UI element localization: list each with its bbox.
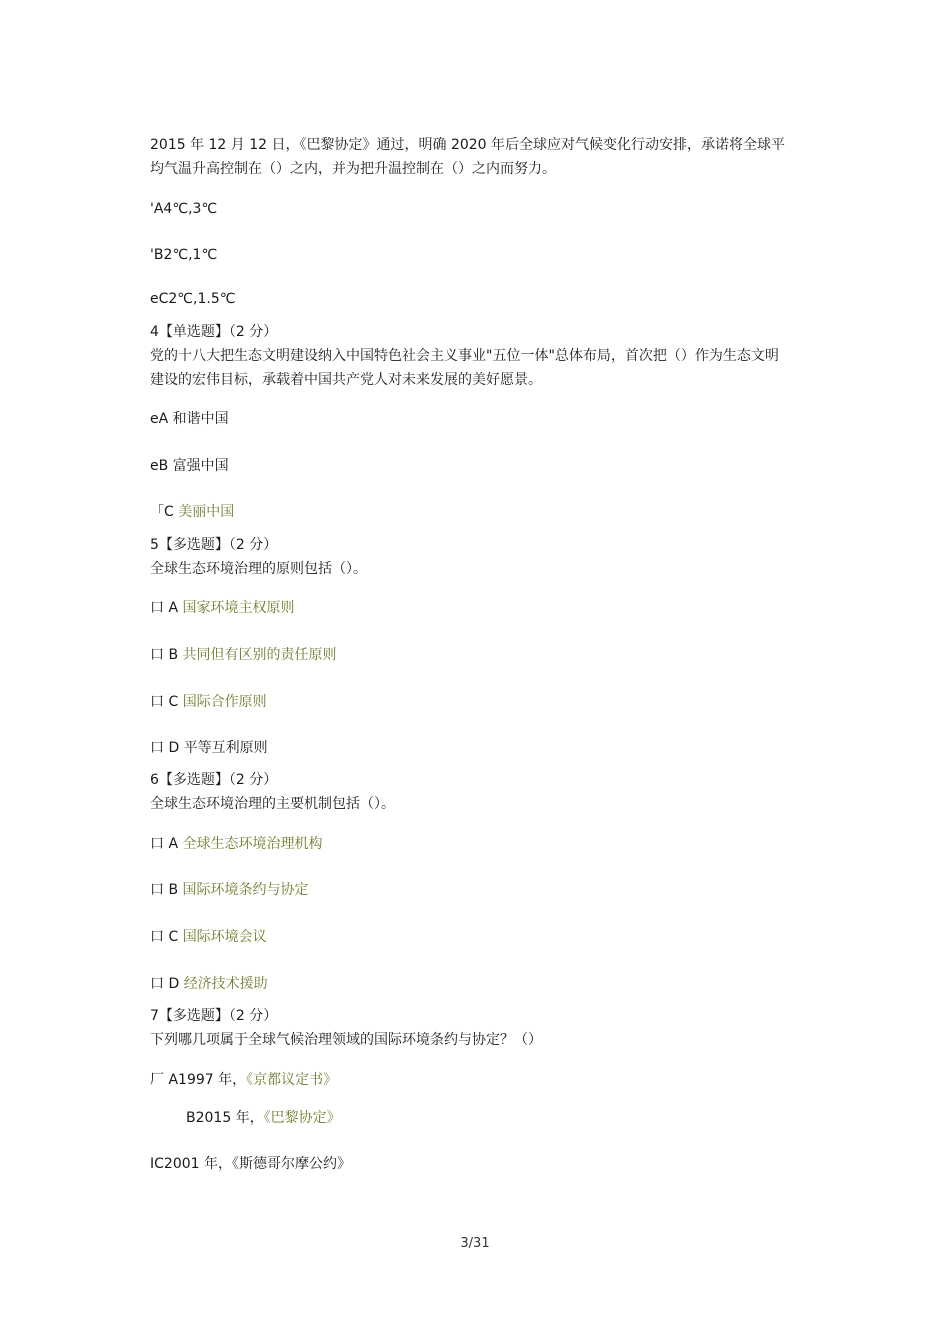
option-text: 和谐中国 — [172, 411, 229, 427]
option-prefix: C2001 年， — [154, 1156, 232, 1172]
q5-option-d[interactable] — [150, 739, 268, 757]
option-text: B2℃,1℃ — [153, 247, 218, 263]
option-text: 《斯德哥尔摩公约》 — [232, 1156, 351, 1172]
option-text: 《巴黎协定》 — [263, 1110, 341, 1126]
radio-mark: e — [150, 411, 159, 427]
option-prefix: A1997 年， — [168, 1072, 247, 1088]
option-text: 国际合作原则 — [182, 694, 267, 710]
option-text: 国家环境主权原则 — [182, 600, 295, 616]
q4-stem-line1: 党的十八大把生态文明建设纳入中国特色社会主义事业"五位一体"总体布局，首次把（）作为生态文明 — [150, 348, 779, 364]
option-text: 经济技术援助 — [183, 976, 268, 992]
radio-mark: e — [150, 291, 159, 307]
q4-option-b[interactable] — [150, 457, 229, 475]
q7-option-b[interactable] — [186, 1109, 341, 1127]
checkbox-mark: 口 — [150, 836, 164, 852]
checkbox-mark: 口 — [150, 694, 164, 710]
radio-mark: ' — [150, 247, 154, 263]
q3-option-b[interactable] — [150, 246, 217, 264]
option-letter: B — [168, 647, 179, 663]
option-letter: B — [158, 458, 169, 474]
checkbox-mark: 口 — [150, 740, 164, 756]
q4-option-c[interactable] — [150, 503, 234, 521]
q7-option-c[interactable] — [150, 1155, 351, 1173]
option-letter: B — [168, 882, 179, 898]
page-number: 3/31 — [460, 1236, 490, 1251]
checkbox-mark: 口 — [150, 882, 164, 898]
option-letter: C — [164, 504, 174, 520]
q3-stem-line2: 均气温升高控制在（）之内，并为把升温控制在（）之内而努力。 — [150, 161, 556, 177]
option-text: 平等互利原则 — [183, 740, 268, 756]
q6-option-d[interactable] — [150, 975, 268, 993]
option-letter: C — [168, 694, 179, 710]
checkbox-mark: 口 — [150, 976, 164, 992]
q5-stem: 全球生态环境治理的原则包括（）。 — [150, 561, 367, 577]
option-text: 全球生态环境治理机构 — [182, 836, 323, 852]
q5-option-b[interactable] — [150, 646, 337, 664]
option-letter: A — [158, 411, 169, 427]
option-text: C2℃,1.5℃ — [158, 291, 236, 307]
option-text: 国际环境条约与协定 — [182, 882, 309, 898]
q5-header: 5【多选题】（2 分） — [150, 537, 278, 553]
q6-option-b[interactable] — [150, 881, 309, 899]
option-text: A4℃,3℃ — [153, 201, 218, 217]
q7-stem: 下列哪几项属于全球气候治理领域的国际环境条约与协定？（） — [150, 1032, 542, 1048]
q6-option-a[interactable] — [150, 835, 322, 853]
option-text: 国际环境会议 — [182, 929, 267, 945]
q6-header: 6【多选题】（2 分） — [150, 772, 278, 788]
q3-stem-line1: 2015 年 12 月 12 日，《巴黎协定》通过，明确 2020 年后全球应对气候变化行动安排，承诺将全球平 — [150, 137, 786, 153]
option-letter: D — [168, 976, 180, 992]
q5-option-c[interactable] — [150, 693, 267, 711]
q5-option-a[interactable] — [150, 599, 294, 617]
radio-mark: 「 — [150, 504, 164, 520]
option-letter: D — [168, 740, 180, 756]
q7-option-a[interactable] — [150, 1071, 337, 1089]
checkbox-mark: 口 — [150, 929, 164, 945]
q3-option-a[interactable] — [150, 200, 217, 218]
q7-header: 7【多选题】（2 分） — [150, 1008, 278, 1024]
checkbox-mark: 口 — [150, 647, 164, 663]
radio-mark: e — [150, 458, 159, 474]
option-text: 美丽中国 — [178, 504, 235, 520]
q4-option-a[interactable] — [150, 410, 229, 428]
q4-header: 4【单选题】（2 分） — [150, 324, 278, 340]
option-text: 共同但有区别的责任原则 — [182, 647, 337, 663]
q4-stem-line2: 建设的宏伟目标，承载着中国共产党人对未来发展的美好愿景。 — [150, 372, 542, 388]
option-text: 《京都议定书》 — [246, 1072, 338, 1088]
q6-option-c[interactable] — [150, 928, 267, 946]
option-letter: A — [168, 836, 179, 852]
option-letter: C — [168, 929, 179, 945]
radio-mark: ' — [150, 201, 154, 217]
q6-stem: 全球生态环境治理的主要机制包括（）。 — [150, 796, 395, 812]
option-text: 富强中国 — [172, 458, 229, 474]
option-letter: A — [168, 600, 179, 616]
checkbox-mark: I — [150, 1156, 155, 1172]
option-prefix: B2015 年， — [186, 1110, 264, 1126]
checkbox-mark: 口 — [150, 600, 164, 616]
q3-option-c[interactable] — [150, 290, 235, 308]
checkbox-mark: 厂 — [150, 1072, 164, 1088]
